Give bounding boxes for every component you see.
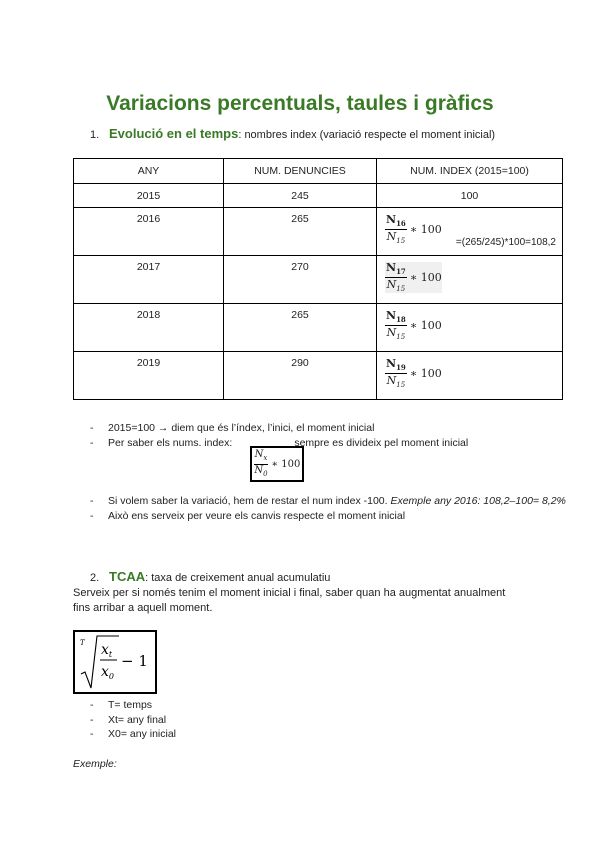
count-cell: 265 [224, 304, 377, 352]
index-cell [377, 304, 563, 352]
header-cell: NUM. INDEX (2015=100) [377, 159, 563, 184]
section-2-heading [90, 569, 330, 584]
table-row [74, 208, 563, 256]
section-number: 2. [90, 572, 100, 584]
index-formula: $N_{17}$ $N_{15}$ ∗ 100 [386, 261, 442, 293]
list-item: - T= temps [90, 699, 153, 711]
index-cell [377, 256, 563, 304]
svg-text:xt: $x_t$ [101, 642, 113, 659]
year-cell: 2015 [74, 184, 224, 208]
count-cell: 245 [224, 184, 377, 208]
variables-list [90, 698, 176, 742]
index-cell: 100 [377, 184, 563, 208]
notes-list-2 [90, 494, 566, 523]
index-calculation: =(265/245)*100=108,2 [455, 237, 556, 248]
section-title: Evolució en el temps [109, 126, 239, 141]
index-formula-box: $N_x$ $N_0$ ∗ 100 [250, 446, 304, 482]
table-row [74, 184, 563, 208]
list-item: - Si volem saber la variació, hem de restar el num index -100. Exemple any 2016: 108,2–100= 8,2% [90, 495, 566, 507]
section-subtitle: : taxa de creixement anual acumulatiu [145, 572, 331, 584]
root-index: T [80, 639, 85, 647]
index-formula: $N_{18}$ $N_{15}$ ∗ 100 [386, 309, 442, 341]
svg-text:x0: $x_0$ [101, 664, 114, 681]
index-cell [377, 352, 563, 400]
count-cell: 270 [224, 256, 377, 304]
index-cell [377, 208, 563, 256]
section-subtitle: : nombres index (variació respecte el moment inicial) [238, 129, 496, 141]
index-formula: $N_{19}$ $N_{15}$ ∗ 100 [386, 357, 442, 389]
list-item: - Xt= any final [90, 713, 167, 726]
section-1-heading [90, 126, 495, 141]
section-title: TCAA [109, 569, 146, 584]
list-item: - X0= any inicial [90, 728, 176, 740]
count-cell: 290 [224, 352, 377, 400]
page-title: Variacions percentuals, taules i gràfics [106, 92, 494, 115]
table-row [74, 352, 563, 400]
root-formula [75, 632, 155, 692]
year-cell: 2016 [74, 208, 224, 256]
index-table [73, 158, 563, 400]
index-formula: $N_{16}$ $N_{15}$ ∗ 100 [386, 213, 442, 245]
table-header-row [74, 159, 563, 184]
year-cell: 2017 [74, 256, 224, 304]
example-label: Exemple: [73, 758, 117, 770]
header-cell: NUM. DENUNCIES [224, 159, 377, 184]
list-item: - Això ens serveix per veure els canvis respecte el moment inicial [90, 509, 406, 522]
svg-text:− 1: − 1 [121, 652, 148, 670]
count-cell: 265 [224, 208, 377, 256]
tcaa-formula-box [73, 630, 157, 694]
table-row [74, 304, 563, 352]
list-item: - Per saber els nums. index: sempre es divideix pel moment inicial [90, 436, 469, 449]
year-cell: 2019 [74, 352, 224, 400]
table-row [74, 256, 563, 304]
section-number: 1. [90, 129, 100, 141]
tcaa-description: Serveix per si només tenim el moment inicial i final, saber quan ha augmentat anualment fins arribar a aquell moment. [73, 587, 506, 614]
year-cell: 2018 [74, 304, 224, 352]
list-item: - 2015=100 → diem que és l’índex, l’inici, el moment inicial [90, 422, 375, 434]
header-cell: ANY [74, 159, 224, 184]
